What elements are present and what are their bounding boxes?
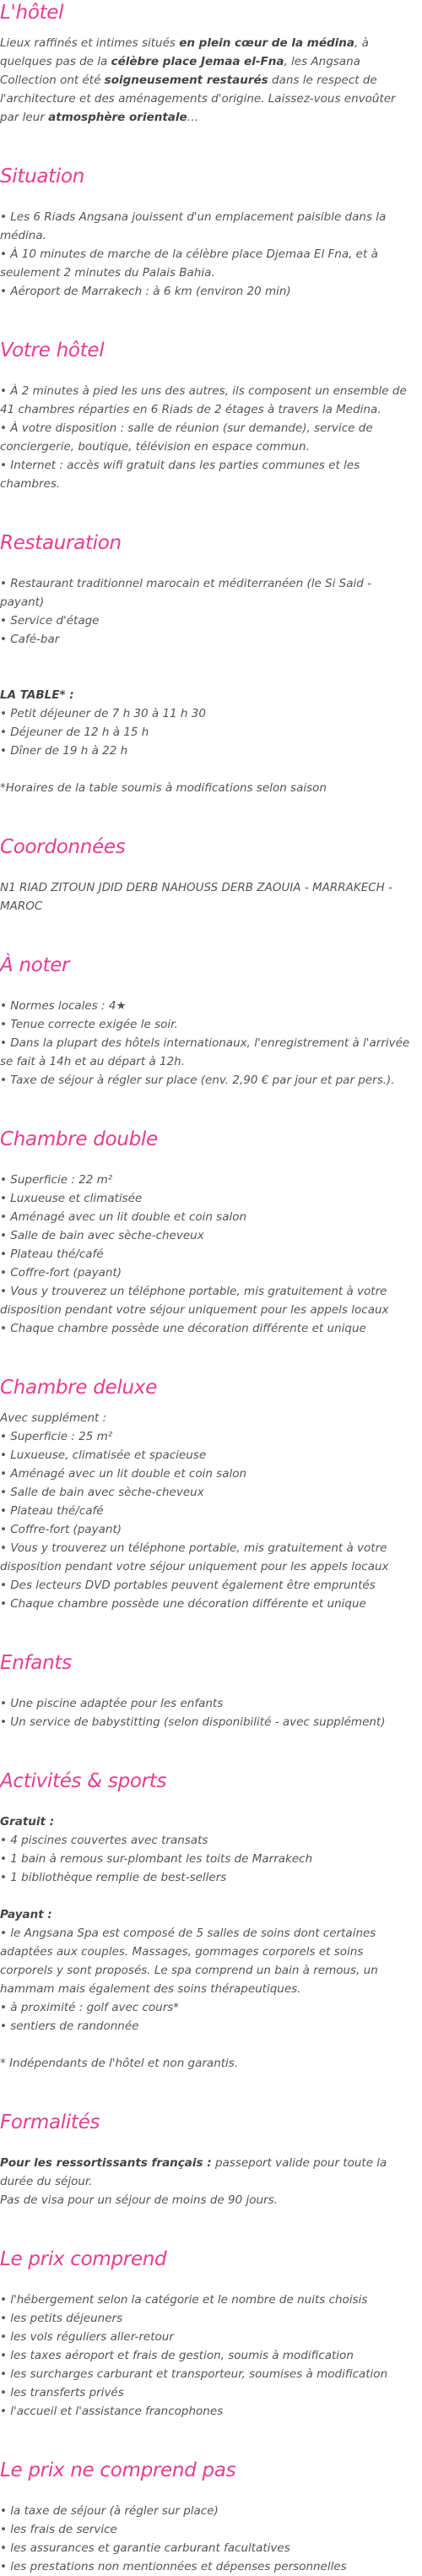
list-item: • le Angsana Spa est composé de 5 salles de soins dont certaines adaptées aux couples. Massages, gommages corporels et soins corporels y sont proposés. Le spa comprend un bain à remous, un hammam mais également des soins thérapeutiques. — [0, 1927, 378, 1996]
section-title: Le prix ne comprend pas — [0, 2459, 236, 2481]
section-title: À noter — [0, 954, 70, 976]
prix-comprend-list — [0, 2291, 417, 2421]
list-item: • la taxe de séjour (à régler sur place) — [0, 2504, 219, 2518]
section-title: Formalités — [0, 2111, 100, 2133]
list-item: • les assurances et garantie carburant facultatives — [0, 2541, 290, 2555]
formalites-text: passeport valide pour toute la durée du séjour. — [0, 2156, 387, 2188]
list-item: • Un service de babystitting (selon disponibilité - avec supplément) — [0, 1715, 386, 1729]
section-title: Coordonnées — [0, 836, 126, 858]
section-hotel — [0, 0, 417, 127]
list-item: • Plateau thé/café — [0, 1504, 104, 1518]
list-item: • Vous y trouverez un téléphone portable, mis gratuitement à votre disposition pendant votre séjour uniquement pour les appels locaux — [0, 1285, 389, 1317]
hotel-description — [0, 34, 417, 127]
list-item: • Coffre-fort (payant) — [0, 1523, 122, 1536]
paragraph-text: … — [187, 111, 199, 124]
list-item: • Superficie : 22 m² — [0, 1173, 113, 1187]
highlight-text: atmosphère orientale — [48, 111, 187, 124]
section-title: Activités & sports — [0, 1770, 167, 1792]
formalites-line — [0, 2154, 417, 2191]
section-a-noter — [0, 953, 417, 1090]
restauration-list — [0, 574, 417, 797]
list-item: • Dans la plupart des hôtels internationaux, l'enregistrement à l'arrivée se fait à 14h et au départ à 12h. — [0, 1036, 410, 1068]
situation-list — [0, 208, 417, 301]
list-item: • les frais de service — [0, 2523, 117, 2536]
list-item: • À votre disposition : salle de réunion (sur demande), service de conciergerie, boutique, télévision en espace commun. — [0, 421, 373, 454]
list-item: • Déjeuner de 12 h à 15 h — [0, 726, 149, 739]
section-title: Le prix comprend — [0, 2248, 167, 2270]
section-title: Situation — [0, 166, 85, 187]
list-item: • Salle de bain avec sèche-cheveux — [0, 1486, 204, 1499]
list-item: • 4 piscines couvertes avec transats — [0, 1834, 208, 1847]
list-item: • Chaque chambre possède une décoration différente et unique — [0, 1322, 366, 1335]
votre-hotel-list — [0, 382, 417, 493]
list-item: • Petit déjeuner de 7 h 30 à 11 h 30 — [0, 707, 206, 720]
list-item: • Tenue correcte exigée le soir. — [0, 1018, 178, 1031]
horaires-note: *Horaires de la table soumis à modifications selon saison — [0, 781, 327, 795]
list-item: • les transferts privés — [0, 2386, 124, 2399]
list-item: • À 10 minutes de marche de la célèbre place Djemaa El Fna, et à seulement 2 minutes du Palais Bahia. — [0, 247, 378, 280]
list-item: • 1 bain à remous sur-plombant les toits de Marrakech — [0, 1852, 313, 1866]
list-item: • Luxueuse et climatisée — [0, 1192, 143, 1205]
list-item: • Chaque chambre possède une décoration différente et unique — [0, 1597, 366, 1611]
list-item: • Plateau thé/café — [0, 1247, 104, 1261]
list-item: • Aménagé avec un lit double et coin salon — [0, 1467, 247, 1481]
la-table-title: LA TABLE* : — [0, 688, 74, 702]
list-item: • l'accueil et l'assistance francophones — [0, 2405, 224, 2418]
list-item: • Normes locales : 4★ — [0, 999, 127, 1013]
prix-non-comprend-list — [0, 2502, 417, 2576]
list-item: • Des lecteurs DVD portables peuvent également être empruntés — [0, 1579, 376, 1592]
list-item: • Vous y trouverez un téléphone portable, mis gratuitement à votre disposition pendant votre séjour uniquement pour les appels locaux — [0, 1541, 389, 1573]
highlight-text: en plein cœur de la médina — [179, 36, 354, 50]
chambre-deluxe-list — [0, 1409, 417, 1613]
list-item: • les vols réguliers aller-retour — [0, 2330, 174, 2344]
formalites-label: Pour les ressortissants français : — [0, 2156, 212, 2170]
list-item: • Café-bar — [0, 633, 60, 646]
list-item: • Les 6 Riads Angsana jouissent d'un emplacement paisible dans la médina. — [0, 210, 387, 242]
paragraph-text: dans le respect de l'architecture et des aménagements d'origine. Laissez-vous envoûter par leur — [0, 73, 396, 124]
section-prix-non-comprend — [0, 2458, 417, 2576]
chambre-double-list — [0, 1171, 417, 1338]
list-item: • Internet : accès wifi gratuit dans les parties communes et les chambres. — [0, 459, 360, 491]
activites-list — [0, 1812, 417, 2073]
highlight-text: soigneusement restaurés — [104, 73, 268, 87]
section-title: Chambre double — [0, 1128, 158, 1150]
coordonnees-block — [0, 878, 417, 916]
paragraph-text: Lieux raffinés et intimes situés — [0, 36, 180, 50]
section-enfants — [0, 1650, 417, 1731]
section-restauration — [0, 530, 417, 797]
section-title: Restauration — [0, 532, 122, 554]
section-formalites — [0, 2110, 417, 2209]
list-item: • les petits déjeuners — [0, 2312, 123, 2325]
list-item: • Taxe de séjour à régler sur place (env. 2,90 € par jour et par pers.). — [0, 1073, 395, 1087]
list-item: • Salle de bain avec sèche-cheveux — [0, 1229, 204, 1242]
hotel-paragraph — [0, 34, 417, 127]
section-chambre-double — [0, 1127, 417, 1338]
list-item: • les taxes aéroport et frais de gestion, soumis à modification — [0, 2349, 354, 2362]
supplement-intro: Avec supplément : — [0, 1411, 107, 1425]
section-coordonnees — [0, 834, 417, 916]
paragraph-text: , les Angsana Collection ont été — [0, 55, 360, 87]
list-item: • Aéroport de Marrakech : à 6 km (environ 20 min) — [0, 285, 291, 298]
list-item: • Dîner de 19 h à 22 h — [0, 744, 128, 758]
section-situation — [0, 164, 417, 301]
list-item: • les surcharges carburant et transporteur, soumises à modification — [0, 2367, 388, 2381]
list-item: • 1 bibliothèque remplie de best-sellers — [0, 1871, 227, 1884]
section-activites — [0, 1769, 417, 2073]
highlight-text: célèbre place Jemaa el-Fna — [111, 55, 284, 68]
list-item: • Superficie : 25 m² — [0, 1430, 113, 1443]
list-item: • l'hébergement selon la catégorie et le nombre de nuits choisis — [0, 2293, 368, 2307]
section-votre-hotel — [0, 338, 417, 493]
payant-label: Payant : — [0, 1908, 52, 1921]
a-noter-list — [0, 997, 417, 1090]
enfants-list — [0, 1694, 417, 1731]
list-item: • Restaurant traditionnel marocain et méditerranéen (le Si Said - payant) — [0, 577, 371, 609]
list-item: • À 2 minutes à pied les uns des autres, ils composent un ensemble de 41 chambres réparties en 6 Riads de 2 étages à travers la Medina. — [0, 384, 407, 416]
list-item: • sentiers de randonnée — [0, 2019, 139, 2033]
section-prix-comprend — [0, 2247, 417, 2421]
formalites-block — [0, 2154, 417, 2209]
list-item: • Une piscine adaptée pour les enfants — [0, 1697, 224, 1710]
section-title: Votre hôtel — [0, 340, 105, 361]
hotel-address: N1 RIAD ZITOUN JDID DERB NAHOUSS DERB ZAOUIA - MARRAKECH - MAROC — [0, 881, 392, 913]
list-item: • Coffre-fort (payant) — [0, 1266, 122, 1280]
section-title: Chambre deluxe — [0, 1377, 157, 1399]
formalites-visa: Pas de visa pour un séjour de moins de 90 jours. — [0, 2193, 278, 2207]
list-item: • Luxueuse, climatisée et spacieuse — [0, 1448, 207, 1462]
section-title: L'hôtel — [0, 2, 64, 24]
list-item: • Aménagé avec un lit double et coin salon — [0, 1210, 247, 1224]
section-chambre-deluxe — [0, 1375, 417, 1613]
gratuit-label: Gratuit : — [0, 1815, 55, 1829]
list-item: • les prestations non mentionnées et dépenses personnelles — [0, 2560, 347, 2573]
list-item: • Service d'étage — [0, 614, 100, 628]
paragraph-text: , à quelques pas de la — [0, 36, 369, 68]
list-item: • à proximité : golf avec cours* — [0, 2001, 180, 2014]
section-title: Enfants — [0, 1652, 72, 1674]
independants-note: * Indépendants de l'hôtel et non garantis. — [0, 2057, 239, 2070]
